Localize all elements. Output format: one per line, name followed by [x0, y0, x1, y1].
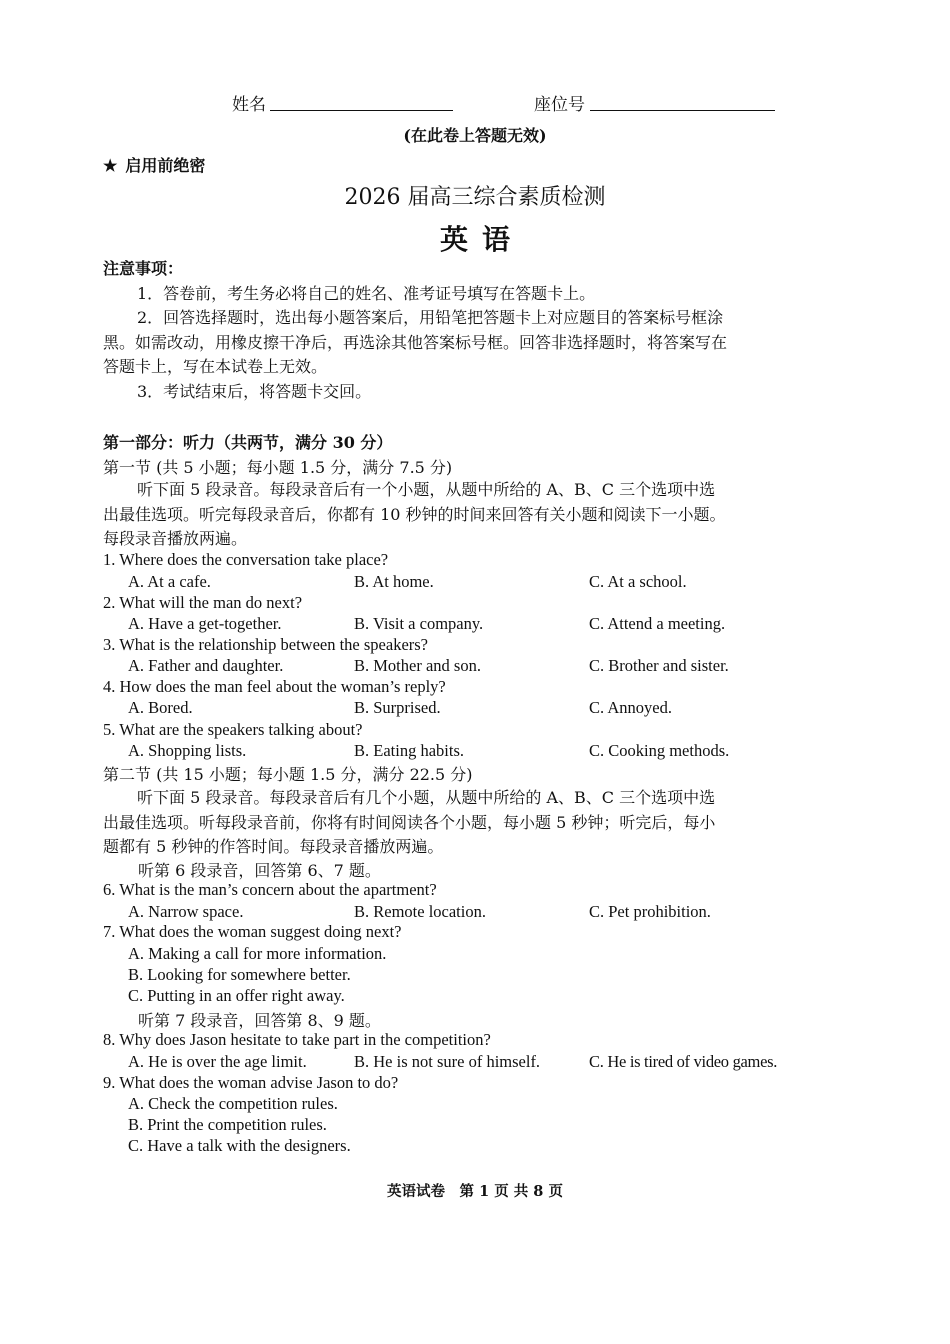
question-stem: 8. Why does Jason hesitate to take part in the competition?: [103, 1030, 491, 1049]
question-stem: 1. Where does the conversation take place?: [103, 550, 389, 569]
section2-instructions: [103, 786, 808, 860]
option-c: C. At a school.: [589, 572, 687, 591]
notes-section: [103, 257, 808, 404]
subject-title: 英语: [439, 223, 524, 256]
question-stem: 5. What are the speakers talking about?: [103, 720, 363, 739]
instruction-line: 听下面 5 段录音。每段录音后有一个小题，从题中所给的 A、B、C 三个选项中选: [137, 480, 716, 499]
option-c: C. Attend a meeting.: [589, 614, 726, 633]
option-c: C. Annoyed.: [589, 698, 672, 717]
listen-instruction-7: 听第 7 段录音，回答第 8、9 题。: [138, 1011, 381, 1030]
instruction-line: 出最佳选项。听完每段录音后，你都有 10 秒钟的时间来回答有关小题和阅读下一小题。: [103, 504, 726, 524]
option-b: B. Visit a company.: [354, 614, 484, 633]
seat-label: 座位号: [534, 95, 585, 115]
secret-text: 启用前绝密: [125, 156, 206, 175]
option-c: C. Pet prohibition.: [589, 902, 711, 921]
option-c: C. He is tired of video games.: [589, 1052, 778, 1071]
option-a: A. Making a call for more information.: [128, 944, 387, 963]
option-b: B. Surprised.: [354, 698, 441, 717]
section1-title: 第一节 (共 5 小题；每小题 1.5 分，满分 7.5 分): [103, 458, 453, 477]
option-a: A. Shopping lists.: [128, 741, 247, 760]
part1-title: 第一部分：听力（共两节，满分 30 分）: [103, 433, 393, 452]
option-a: A. Father and daughter.: [128, 656, 284, 675]
option-c: C. Have a talk with the designers.: [128, 1136, 351, 1155]
option-b: B. He is not sure of himself.: [354, 1052, 541, 1071]
option-b: B. Mother and son.: [354, 656, 481, 675]
question-stem: 7. What does the woman suggest doing next?: [103, 922, 402, 941]
instruction-line: 出最佳选项。听每段录音前，你将有时间阅读各个小题，每小题 5 秒钟；听完后，每小: [103, 812, 716, 832]
option-c: C. Brother and sister.: [589, 656, 729, 675]
question-stem: 4. How does the man feel about the woman’s reply?: [103, 677, 446, 696]
name-blank-line: [270, 110, 453, 111]
note-item: 1．答卷前，考生务必将自己的姓名、准考证号填写在答题卡上。: [137, 283, 596, 303]
option-c: C. Cooking methods.: [589, 741, 730, 760]
page-footer: 英语试卷 第 1 页 共 8 页: [387, 1183, 563, 1200]
star-icon: ★: [103, 156, 118, 175]
option-b: B. Looking for somewhere better.: [128, 965, 351, 984]
option-a: A. Bored.: [128, 698, 193, 717]
option-a: A. He is over the age limit.: [128, 1052, 307, 1071]
question-stem: 3. What is the relationship between the speakers?: [103, 635, 429, 654]
option-a: A. Have a get-together.: [128, 614, 282, 633]
invalid-notice: (在此卷上答题无效): [403, 126, 547, 145]
seat-blank-line: [590, 110, 775, 111]
section1-instructions: [103, 478, 808, 552]
note-item: 黑。如需改动，用橡皮擦干净后，再选涂其他答案标号框。回答非选择题时，将答案写在: [103, 332, 728, 352]
section2-title: 第二节 (共 15 小题；每小题 1.5 分，满分 22.5 分): [103, 765, 473, 784]
notes-title: 注意事项：: [103, 259, 184, 278]
option-b: B. At home.: [354, 572, 434, 591]
option-a: A. Narrow space.: [128, 902, 244, 921]
secret-label: [103, 153, 205, 176]
note-item: 答题卡上，写在本试卷上无效。: [103, 357, 328, 376]
instruction-line: 题都有 5 秒钟的作答时间。每段录音播放两遍。: [103, 837, 444, 856]
option-c: C. Putting in an offer right away.: [128, 986, 345, 1005]
question-stem: 2. What will the man do next?: [103, 593, 303, 612]
option-a: A. Check the competition rules.: [128, 1094, 338, 1113]
option-b: B. Eating habits.: [354, 741, 464, 760]
option-b: B. Remote location.: [354, 902, 486, 921]
instruction-line: 听下面 5 段录音。每段录音后有几个小题，从题中所给的 A、B、C 三个选项中选: [137, 788, 716, 807]
option-a: A. At a cafe.: [128, 572, 211, 591]
question-stem: 9. What does the woman advise Jason to do?: [103, 1073, 399, 1092]
listen-instruction-6: 听第 6 段录音，回答第 6、7 题。: [138, 861, 381, 880]
question-stem: 6. What is the man’s concern about the apartment?: [103, 880, 437, 899]
name-label: 姓名: [232, 95, 266, 115]
note-item: 3．考试结束后，将答题卡交回。: [137, 381, 372, 401]
instruction-line: 每段录音播放两遍。: [103, 529, 248, 548]
note-item: 2．回答选择题时，选出每小题答案后，用铅笔把答题卡上对应题目的答案标号框涂: [137, 308, 724, 327]
option-b: B. Print the competition rules.: [128, 1115, 327, 1134]
exam-title: 2026 届高三综合素质检测: [344, 185, 606, 210]
